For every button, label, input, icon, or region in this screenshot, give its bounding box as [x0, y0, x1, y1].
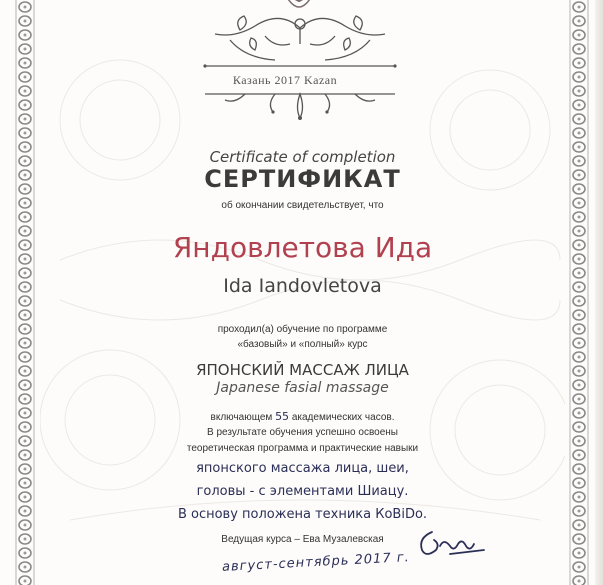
program-line-2: «базовый» и «полный» курс	[237, 339, 368, 350]
certificate-title-english: Certificate of completion	[209, 148, 396, 166]
right-decorative-border	[568, 0, 590, 585]
signature-icon	[410, 524, 490, 564]
floral-ornament-icon	[195, 0, 405, 120]
course-title-russian: ЯПОНСКИЙ МАССАЖ ЛИЦА	[196, 361, 409, 379]
certificate-subtitle: об окончании свидетельствует, что	[221, 200, 384, 211]
handwritten-date: август-сентябрь 2017 г.	[221, 550, 411, 575]
page-edge-shadow	[595, 0, 603, 585]
instructor-line: Ведущая курса – Ева Музалевская	[221, 534, 384, 545]
hours-value: 55	[275, 410, 290, 423]
hours-prefix: включающем	[210, 412, 273, 423]
recipient-name-english: Ida Iandovletova	[223, 275, 382, 297]
handwritten-line-2: головы - с элементами Шиацу.	[196, 484, 409, 499]
hours-suffix: академических часов.	[291, 412, 395, 423]
left-decorative-border	[14, 0, 36, 585]
recipient-name-russian: Яндовлетова Ида	[172, 231, 433, 264]
program-line-1: проходил(а) обучение по программе	[217, 324, 388, 335]
course-title-english: Japanese fasial massage	[216, 380, 389, 396]
result-line-1: В результате обучения успешно освоены	[207, 427, 398, 438]
handwritten-line-1: японского массажа лица, шеи,	[196, 461, 409, 476]
result-line-2: теоретическая программа и практические навыки	[186, 443, 419, 454]
course-hours-line	[40, 410, 565, 423]
certificate-title-russian: СЕРТИФИКАТ	[204, 165, 401, 193]
handwritten-line-3: В основу положена техника КоВiDо.	[177, 507, 428, 522]
city-year-label: Казань 2017 Kazan	[232, 73, 338, 87]
